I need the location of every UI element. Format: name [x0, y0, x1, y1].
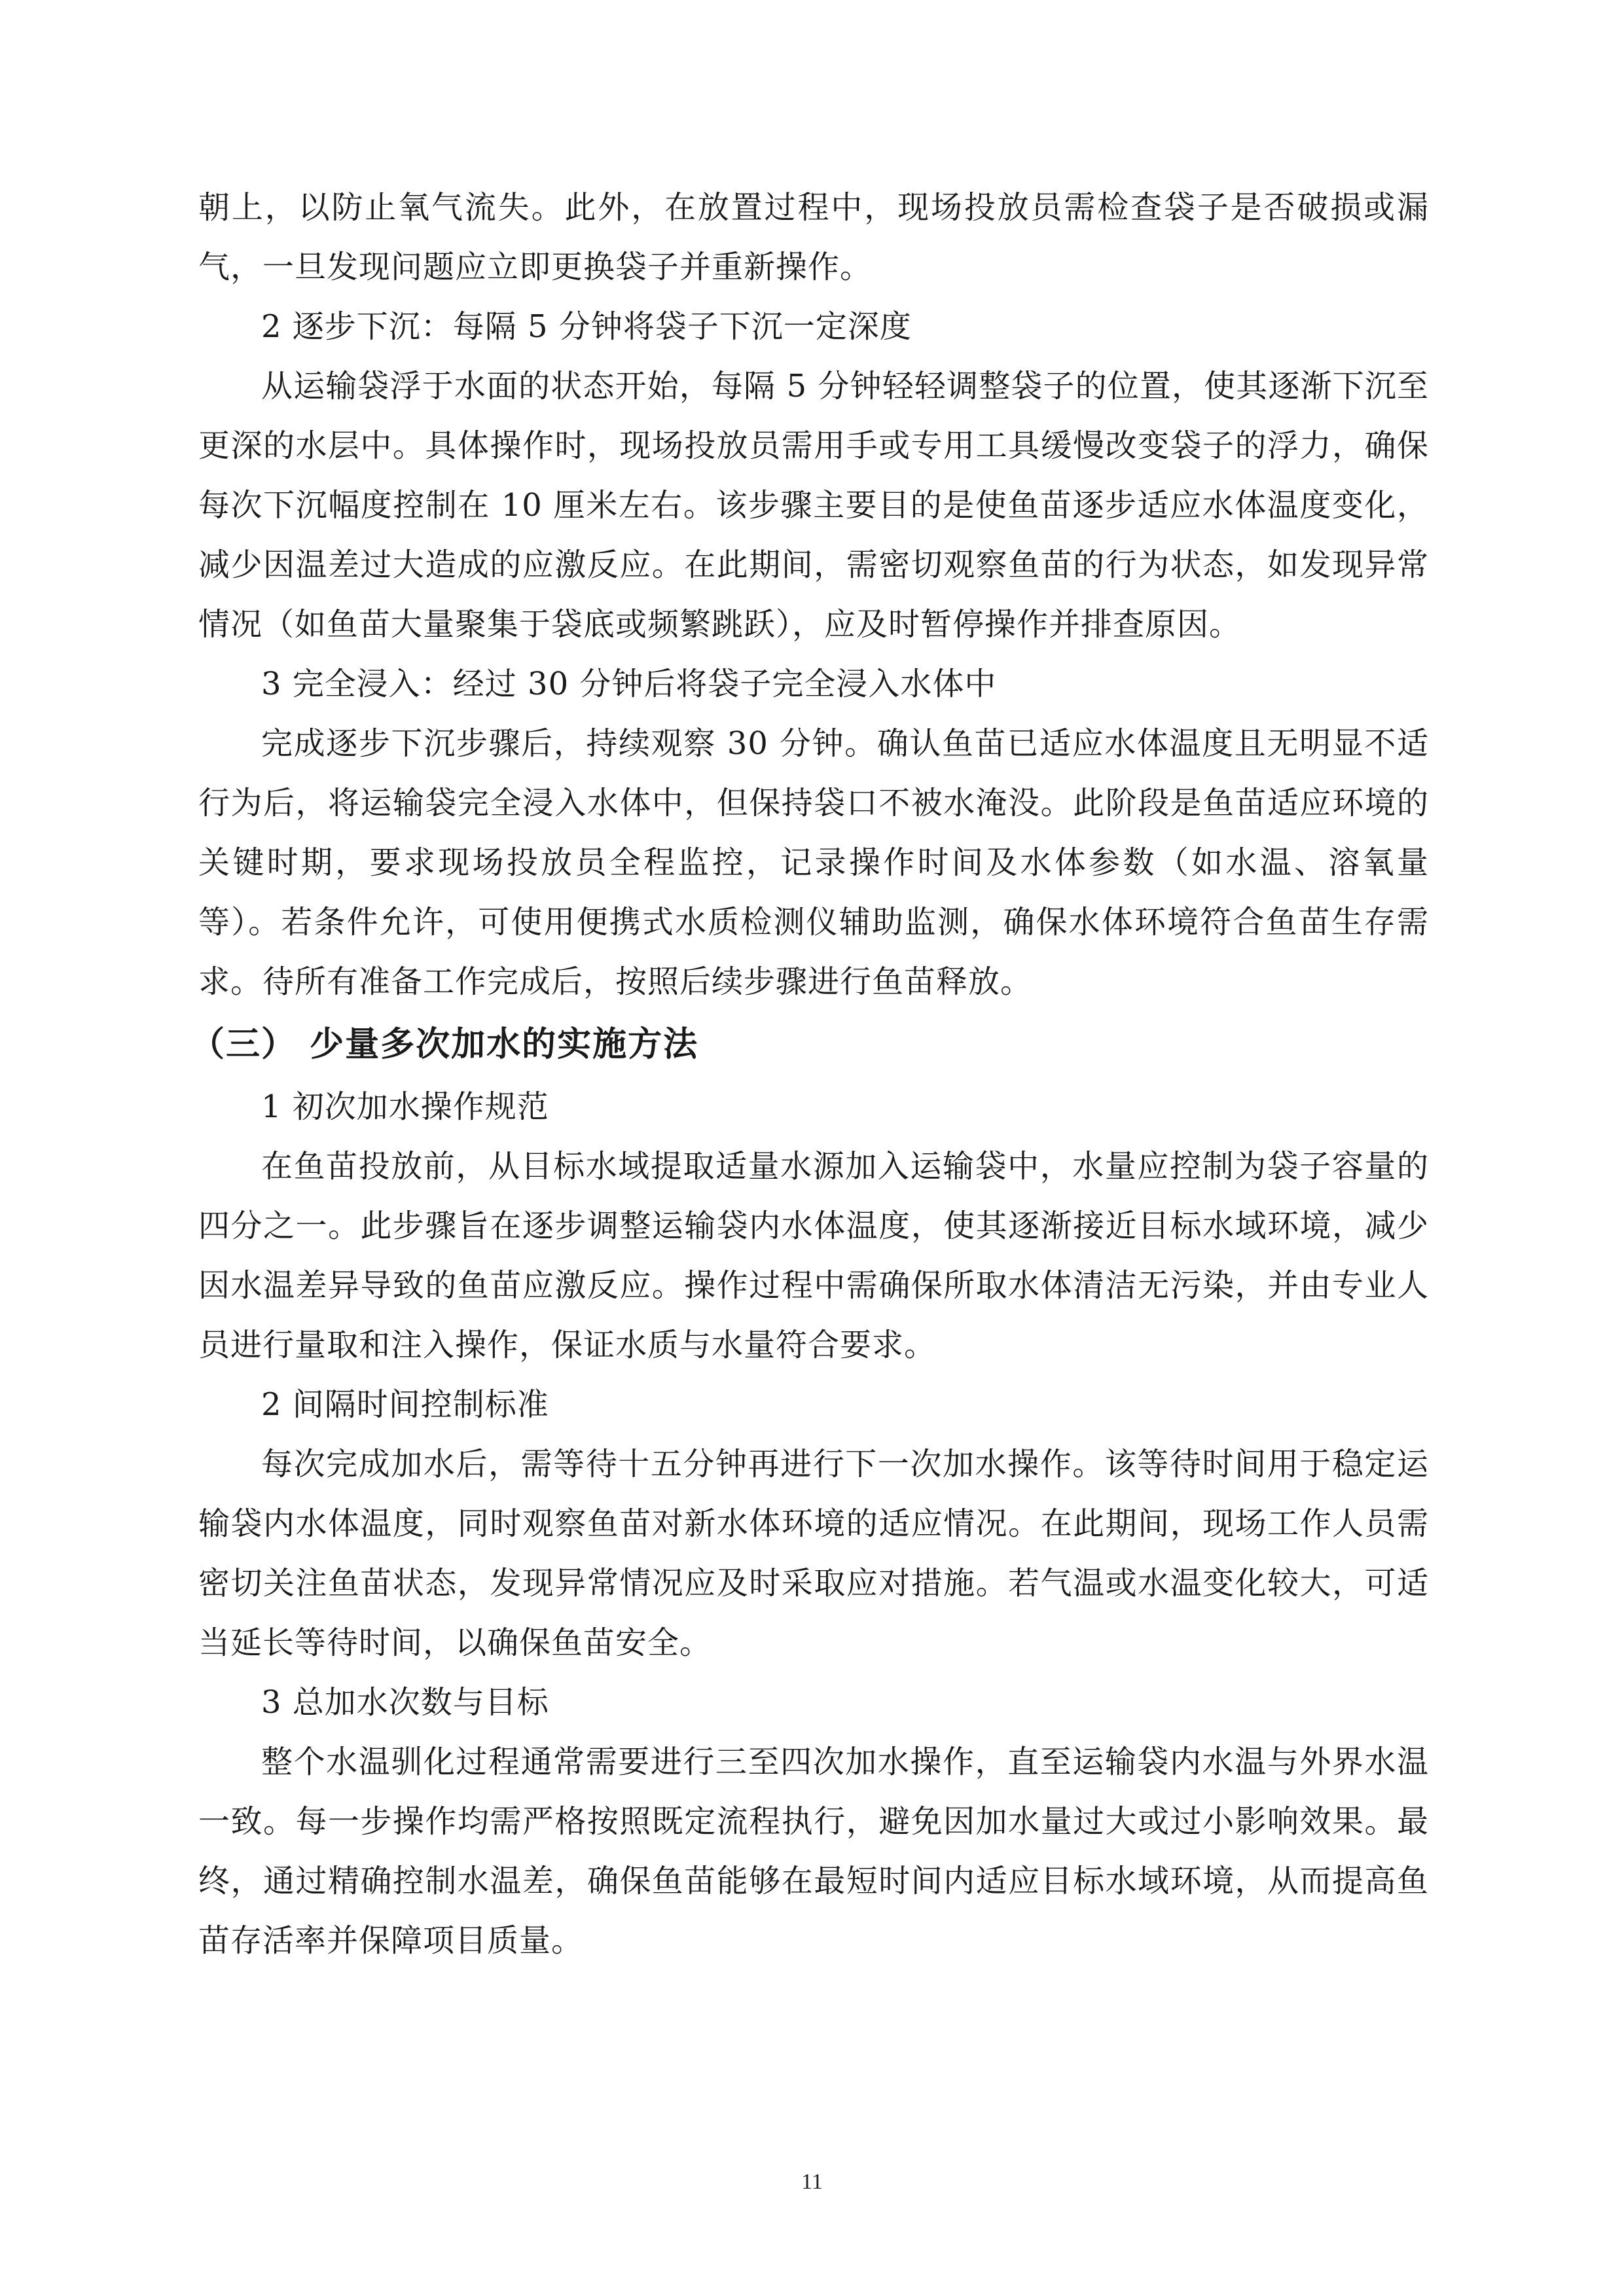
paragraph-total-additions: 整个水温驯化过程通常需要进行三至四次加水操作，直至运输袋内水温与外界水温一致。每一步操作均需严格按照既定流程执行，避免因加水量过大或过小影响效果。最终，通过精确控制水温差，确保鱼苗能够在最短时间内适应目标水域环境，从而提高鱼苗存活率并保障项目质量。: [198, 1744, 1429, 1959]
paragraph-gradual-sinking: 从运输袋浮于水面的状态开始，每隔 5 分钟轻轻调整袋子的位置，使其逐渐下沉至更深的水层中。具体操作时，现场投放员需用手或专用工具缓慢改变袋子的浮力，确保每次下沉幅度控制在 10 厘米左右。该步骤主要目的是使鱼苗逐步适应水体温度变化，减少因温差过大造成的应激反应。在此期间，需密切观察鱼苗的行为状态，如发现异常情况（如鱼苗大量聚集于袋底或频繁跳跃），应及时暂停操作并排查原因。: [198, 368, 1429, 643]
section-heading-water-addition: （三） 少量多次加水的实施方法: [190, 1025, 699, 1064]
subheading-total-additions: 3 总加水次数与目标: [261, 1684, 549, 1721]
paragraph-interval-control: 每次完成加水后，需等待十五分钟再进行下一次加水操作。该等待时间用于稳定运输袋内水体温度，同时观察鱼苗对新水体环境的适应情况。在此期间，现场工作人员需密切关注鱼苗状态，发现异常情况应及时采取应对措施。若气温或水温变化较大，可适当延长等待时间，以确保鱼苗安全。: [198, 1446, 1429, 1661]
subheading-full-immersion: 3 完全浸入：经过 30 分钟后将袋子完全浸入水体中: [261, 666, 997, 702]
subheading-initial-water: 1 初次加水操作规范: [261, 1088, 549, 1125]
paragraph-initial-water: 在鱼苗投放前，从目标水域提取适量水源加入运输袋中，水量应控制为袋子容量的四分之一。此步骤旨在逐步调整运输袋内水体温度，使其逐渐接近目标水域环境，减少因水温差异导致的鱼苗应激反应。操作过程中需确保所取水体清洁无污染，并由专业人员进行量取和注入操作，保证水质与水量符合要求。: [198, 1148, 1429, 1363]
paragraph-full-immersion: 完成逐步下沉步骤后，持续观察 30 分钟。确认鱼苗已适应水体温度且无明显不适行为后，将运输袋完全浸入水体中，但保持袋口不被水淹没。此阶段是鱼苗适应环境的关键时期，要求现场投放员全程监控，记录操作时间及水体参数（如水温、溶氧量等）。若条件允许，可使用便携式水质检测仪辅助监测，确保水体环境符合鱼苗生存需求。待所有准备工作完成后，按照后续步骤进行鱼苗释放。: [198, 725, 1429, 1000]
page-body: [190, 178, 1429, 1971]
subheading-gradual-sinking: 2 逐步下沉：每隔 5 分钟将袋子下沉一定深度: [261, 308, 912, 345]
page-number: 11: [801, 2170, 823, 2194]
paragraph-continuation: 朝上，以防止氧气流失。此外，在放置过程中，现场投放员需检查袋子是否破损或漏气，一旦发现问题应立即更换袋子并重新操作。: [198, 189, 1429, 285]
subheading-interval-control: 2 间隔时间控制标准: [261, 1386, 549, 1423]
